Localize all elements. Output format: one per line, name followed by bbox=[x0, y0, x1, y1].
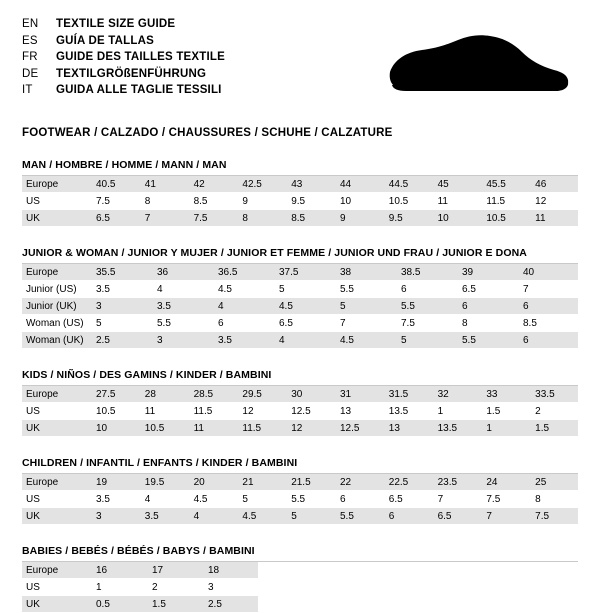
language-code: EN bbox=[22, 18, 39, 30]
size-table-kids bbox=[22, 386, 578, 437]
row-label: UK bbox=[22, 420, 90, 437]
cell: 18 bbox=[202, 562, 258, 579]
language-title: GUIDA ALLE TAGLIE TESSILI bbox=[56, 84, 222, 96]
group-kids bbox=[22, 369, 578, 437]
cell: 45 bbox=[432, 176, 481, 193]
table-row bbox=[22, 298, 578, 315]
cell: 17 bbox=[146, 562, 202, 579]
cell: 0.5 bbox=[90, 596, 146, 613]
cell: 6.5 bbox=[432, 508, 481, 525]
cell: 42.5 bbox=[236, 176, 285, 193]
cell: 12 bbox=[285, 420, 334, 437]
cell: 10.5 bbox=[480, 210, 529, 227]
cell: 6 bbox=[456, 298, 517, 315]
cell: 4 bbox=[151, 281, 212, 298]
cell: 12 bbox=[529, 193, 578, 210]
row-label: UK bbox=[22, 210, 90, 227]
row-label: US bbox=[22, 491, 90, 508]
cell: 44 bbox=[334, 176, 383, 193]
row-label: Europe bbox=[22, 264, 90, 281]
size-table-junior-woman bbox=[22, 264, 578, 349]
cell: 2 bbox=[529, 403, 578, 420]
cell: 28.5 bbox=[188, 386, 237, 403]
table-row bbox=[22, 176, 578, 193]
cell: 44.5 bbox=[383, 176, 432, 193]
cell: 1 bbox=[90, 579, 146, 596]
table-row bbox=[22, 386, 578, 403]
cell: 10 bbox=[90, 420, 139, 437]
cell: 3 bbox=[90, 298, 151, 315]
cell: 5 bbox=[90, 315, 151, 332]
cell: 6.5 bbox=[383, 491, 432, 508]
row-label: Europe bbox=[22, 474, 90, 491]
cell: 4.5 bbox=[188, 491, 237, 508]
language-code: ES bbox=[22, 34, 38, 47]
table-row bbox=[22, 210, 578, 227]
cell: 1 bbox=[480, 420, 529, 437]
cell: 6 bbox=[334, 491, 383, 508]
cell: 7 bbox=[480, 508, 529, 525]
cell: 16 bbox=[90, 562, 146, 579]
cell: 19.5 bbox=[139, 474, 188, 491]
cell: 24 bbox=[480, 474, 529, 491]
cell: 28 bbox=[139, 386, 188, 403]
cell: 11 bbox=[139, 403, 188, 420]
cell: 5.5 bbox=[285, 491, 334, 508]
cell: 6.5 bbox=[90, 210, 139, 227]
table-row bbox=[22, 491, 578, 508]
cell: 3.5 bbox=[139, 508, 188, 525]
cell: 13 bbox=[334, 403, 383, 420]
group-man bbox=[22, 159, 578, 227]
cell: 5 bbox=[334, 298, 395, 315]
cell: 6 bbox=[395, 281, 456, 298]
cell: 6 bbox=[383, 508, 432, 525]
cell: 41 bbox=[139, 176, 188, 193]
cell: 9.5 bbox=[285, 193, 334, 210]
cell: 5 bbox=[395, 332, 456, 349]
cell: 36 bbox=[151, 264, 212, 281]
row-label: Europe bbox=[22, 562, 90, 579]
table-row bbox=[22, 508, 578, 525]
group-title: MAN / HOMBRE / HOMME / MANN / MAN bbox=[22, 159, 578, 176]
cell: 6.5 bbox=[456, 281, 517, 298]
cell: 12.5 bbox=[285, 403, 334, 420]
row-label: UK bbox=[22, 596, 90, 613]
table-row bbox=[22, 420, 578, 437]
cell: 5.5 bbox=[395, 298, 456, 315]
dress-shoe-icon bbox=[382, 30, 572, 100]
cell: 7.5 bbox=[529, 508, 578, 525]
cell: 9 bbox=[334, 210, 383, 227]
cell: 36.5 bbox=[212, 264, 273, 281]
cell: 21.5 bbox=[285, 474, 334, 491]
language-row bbox=[22, 49, 225, 66]
cell: 11 bbox=[529, 210, 578, 227]
cell: 25 bbox=[529, 474, 578, 491]
cell: 22 bbox=[334, 474, 383, 491]
language-row bbox=[22, 82, 225, 99]
cell: 3.5 bbox=[90, 491, 139, 508]
table-row bbox=[22, 264, 578, 281]
cell: 40 bbox=[517, 264, 578, 281]
cell: 9.5 bbox=[383, 210, 432, 227]
cell: 31.5 bbox=[383, 386, 432, 403]
language-row bbox=[22, 16, 225, 33]
cell: 37.5 bbox=[273, 264, 334, 281]
row-label: US bbox=[22, 403, 90, 420]
cell: 3 bbox=[90, 508, 139, 525]
group-title: CHILDREN / INFANTIL / ENFANTS / KINDER / BAMBINI bbox=[22, 457, 578, 474]
cell: 11.5 bbox=[236, 420, 285, 437]
language-title-list bbox=[22, 16, 225, 99]
table-row bbox=[22, 193, 578, 210]
cell: 39 bbox=[456, 264, 517, 281]
language-title: GUIDE DES TAILLES TEXTILE bbox=[56, 51, 225, 63]
row-label: Junior (UK) bbox=[22, 298, 90, 315]
cell: 5.5 bbox=[456, 332, 517, 349]
group-title: BABIES / BEBÉS / BÉBÉS / BABYS / BAMBINI bbox=[22, 545, 578, 562]
table-row bbox=[22, 332, 578, 349]
cell: 21 bbox=[236, 474, 285, 491]
size-table-man bbox=[22, 176, 578, 227]
group-babies bbox=[22, 545, 578, 613]
cell: 35.5 bbox=[90, 264, 151, 281]
cell: 8 bbox=[456, 315, 517, 332]
cell: 4.5 bbox=[212, 281, 273, 298]
cell: 27.5 bbox=[90, 386, 139, 403]
cell: 4 bbox=[139, 491, 188, 508]
cell: 7 bbox=[334, 315, 395, 332]
cell: 1.5 bbox=[480, 403, 529, 420]
cell: 8 bbox=[236, 210, 285, 227]
cell: 8.5 bbox=[517, 315, 578, 332]
cell: 5 bbox=[285, 508, 334, 525]
footwear-section-title: FOOTWEAR / CALZADO / CHAUSSURES / SCHUHE / CALZATURE bbox=[22, 127, 393, 139]
cell: 11 bbox=[432, 193, 481, 210]
cell: 10 bbox=[432, 210, 481, 227]
cell: 29.5 bbox=[236, 386, 285, 403]
cell: 5.5 bbox=[151, 315, 212, 332]
cell: 12 bbox=[236, 403, 285, 420]
cell: 2 bbox=[146, 579, 202, 596]
cell: 38 bbox=[334, 264, 395, 281]
language-code: FR bbox=[22, 51, 38, 63]
cell: 3 bbox=[151, 332, 212, 349]
row-label: Europe bbox=[22, 386, 90, 403]
group-junior-woman bbox=[22, 247, 578, 349]
row-label: Junior (US) bbox=[22, 281, 90, 298]
table-row bbox=[22, 315, 578, 332]
language-code: IT bbox=[22, 84, 33, 96]
cell: 7 bbox=[432, 491, 481, 508]
table-row bbox=[22, 579, 258, 596]
cell: 3.5 bbox=[212, 332, 273, 349]
cell: 6 bbox=[212, 315, 273, 332]
cell: 33 bbox=[480, 386, 529, 403]
language-row bbox=[22, 66, 225, 83]
cell: 23.5 bbox=[432, 474, 481, 491]
cell: 13.5 bbox=[432, 420, 481, 437]
cell: 7.5 bbox=[188, 210, 237, 227]
group-title: JUNIOR & WOMAN / JUNIOR Y MUJER / JUNIOR ET FEMME / JUNIOR UND FRAU / JUNIOR E DONA bbox=[22, 247, 578, 264]
cell: 45.5 bbox=[480, 176, 529, 193]
cell: 20 bbox=[188, 474, 237, 491]
cell: 11.5 bbox=[188, 403, 237, 420]
cell: 1 bbox=[432, 403, 481, 420]
cell: 5 bbox=[273, 281, 334, 298]
cell: 46 bbox=[529, 176, 578, 193]
cell: 10 bbox=[334, 193, 383, 210]
cell: 33.5 bbox=[529, 386, 578, 403]
cell: 10.5 bbox=[90, 403, 139, 420]
cell: 40.5 bbox=[90, 176, 139, 193]
cell: 5.5 bbox=[334, 281, 395, 298]
cell: 1.5 bbox=[146, 596, 202, 613]
cell: 3.5 bbox=[151, 298, 212, 315]
cell: 8 bbox=[529, 491, 578, 508]
group-title: KIDS / NIÑOS / DES GAMINS / KINDER / BAMBINI bbox=[22, 369, 578, 386]
table-row bbox=[22, 474, 578, 491]
cell: 4 bbox=[212, 298, 273, 315]
page-header bbox=[22, 16, 578, 108]
cell: 10.5 bbox=[383, 193, 432, 210]
language-code: DE bbox=[22, 67, 39, 80]
row-label: US bbox=[22, 193, 90, 210]
cell: 3 bbox=[202, 579, 258, 596]
table-row bbox=[22, 281, 578, 298]
cell: 9 bbox=[236, 193, 285, 210]
cell: 12.5 bbox=[334, 420, 383, 437]
cell: 1.5 bbox=[529, 420, 578, 437]
row-label: US bbox=[22, 579, 90, 596]
cell: 11.5 bbox=[480, 193, 529, 210]
cell: 32 bbox=[432, 386, 481, 403]
cell: 7.5 bbox=[480, 491, 529, 508]
cell: 7 bbox=[139, 210, 188, 227]
row-label: Europe bbox=[22, 176, 90, 193]
cell: 4.5 bbox=[236, 508, 285, 525]
cell: 6.5 bbox=[273, 315, 334, 332]
cell: 13 bbox=[383, 420, 432, 437]
cell: 5.5 bbox=[334, 508, 383, 525]
cell: 11 bbox=[188, 420, 237, 437]
language-title: GUÍA DE TALLAS bbox=[56, 34, 154, 47]
group-children bbox=[22, 457, 578, 525]
row-label: Woman (UK) bbox=[22, 332, 90, 349]
cell: 13.5 bbox=[383, 403, 432, 420]
cell: 4.5 bbox=[334, 332, 395, 349]
cell: 22.5 bbox=[383, 474, 432, 491]
size-table-babies bbox=[22, 562, 258, 613]
language-row bbox=[22, 33, 225, 50]
cell: 8.5 bbox=[188, 193, 237, 210]
cell: 6 bbox=[517, 332, 578, 349]
cell: 5 bbox=[236, 491, 285, 508]
cell: 6 bbox=[517, 298, 578, 315]
cell: 30 bbox=[285, 386, 334, 403]
cell: 38.5 bbox=[395, 264, 456, 281]
cell: 31 bbox=[334, 386, 383, 403]
cell: 4 bbox=[273, 332, 334, 349]
cell: 7 bbox=[517, 281, 578, 298]
cell: 19 bbox=[90, 474, 139, 491]
cell: 7.5 bbox=[395, 315, 456, 332]
row-label: Woman (US) bbox=[22, 315, 90, 332]
cell: 8 bbox=[139, 193, 188, 210]
size-table-children bbox=[22, 474, 578, 525]
cell: 43 bbox=[285, 176, 334, 193]
language-title: TEXTILGRÖßENFÜHRUNG bbox=[56, 67, 207, 80]
language-title: TEXTILE SIZE GUIDE bbox=[56, 18, 176, 30]
table-row bbox=[22, 403, 578, 420]
cell: 8.5 bbox=[285, 210, 334, 227]
table-row bbox=[22, 562, 258, 579]
row-label: UK bbox=[22, 508, 90, 525]
cell: 4 bbox=[188, 508, 237, 525]
cell: 42 bbox=[188, 176, 237, 193]
cell: 3.5 bbox=[90, 281, 151, 298]
cell: 7.5 bbox=[90, 193, 139, 210]
cell: 2.5 bbox=[202, 596, 258, 613]
cell: 10.5 bbox=[139, 420, 188, 437]
table-row bbox=[22, 596, 258, 613]
cell: 2.5 bbox=[90, 332, 151, 349]
cell: 4.5 bbox=[273, 298, 334, 315]
